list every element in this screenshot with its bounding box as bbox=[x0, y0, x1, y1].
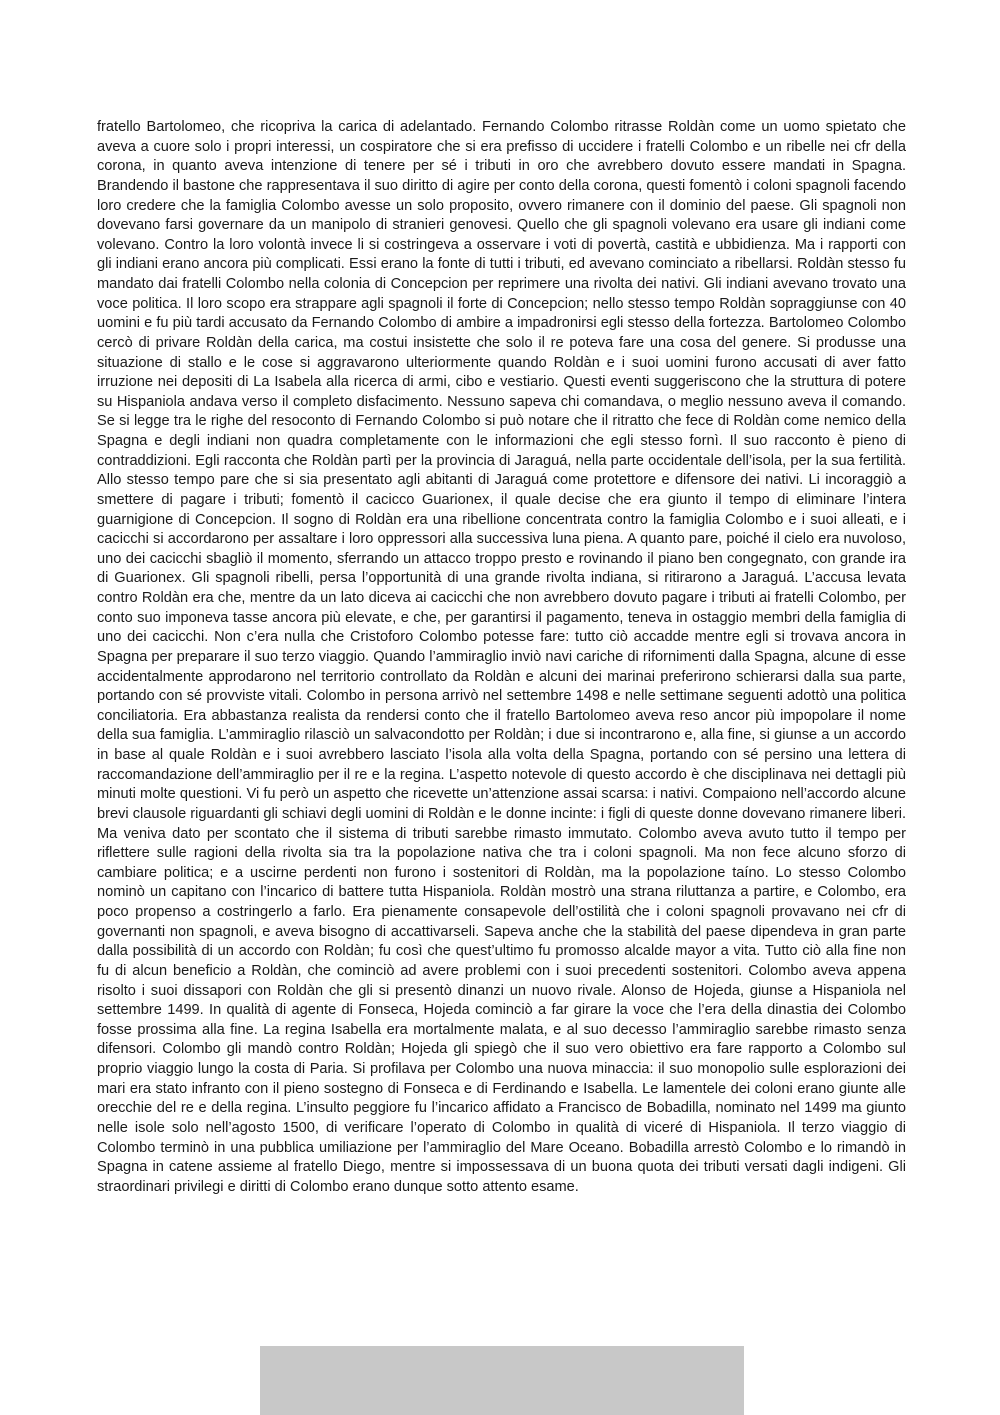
body-paragraph: fratello Bartolomeo, che ricopriva la carica di adelantado. Fernando Colombo ritrasse Roldàn come un uomo spietato che aveva a cuore solo i propri interessi, un cospiratore che si era prefisso di uccidere i fratelli Colombo e un ribelle nei cfr della corona, in quanto aveva intenzione di tenere per sé i tributi in oro che avrebbero dovuto essere mandati in Spagna. Brandendo il bastone che rappresentava il suo diritto di agire per conto della corona, questi fomentò i coloni spagnoli facendo loro credere che la famiglia Colombo avesse un solo proposito, ovvero rimanere con il dominio del paese. Gli spagnoli non dovevano farsi governare da un manipolo di stranieri genovesi. Quello che gli spagnoli volevano era usare gli indiani come volevano. Contro la loro volontà invece li si costringeva a osservare i voti di povertà, castità e ubbidienza. Ma i rapporti con gli indiani erano ancora più complicati. Essi erano la fonte di tutti i tributi, ed avevano cominciato a ribellarsi. Roldàn stesso fu mandato dai fratelli Colombo nella colonia di Concepcion per reprimere una rivolta dei nativi. Gli indiani avevano trovato una voce politica. Il loro scopo era strappare agli spagnoli il forte di Concepcion; nello stesso tempo Roldàn sopraggiunse con 40 uomini e fu più tardi accusato da Fernando Colombo di ambire a impadronirsi egli stesso della fortezza. Bartolomeo Colombo cercò di privare Roldàn della carica, ma costui insistette che solo il re poteva fare una cosa del genere. Si produsse una situazione di stallo e le cose si aggravarono ulteriormente quando Roldàn e i suoi uomini furono accusati di aver fatto irruzione nei depositi di La Isabela alla ricerca di armi, cibo e vestiario. Questi eventi suggeriscono che la struttura di potere su Hispaniola andava verso il completo disfacimento. Nessuno sapeva chi comandava, o meglio nessuno aveva il comando. Se si legge tra le righe del resoconto di Fernando Colombo si può notare che il ritratto che fece di Roldàn come nemico della Spagna e degli indiani non quadra completamente con le informazioni che egli stesso fornì. Il suo racconto è pieno di contraddizioni. Egli racconta che Roldàn partì per la provincia di Jaraguá, nella parte occidentale dell’isola, per la sua fertilità. Allo stesso tempo pare che si sia presentato agli abitanti di Jaraguá come protettore e difensore dei nativi. Li incoraggiò a smettere di pagare i tributi; fomentò il cacicco Guarionex, il quale decise che era giunto il tempo di eliminare l’intera guarnigione di Concepcion. Il sogno di Roldàn era una ribellione concentrata contro la famiglia Colombo e i suoi alleati, e i cacicchi si accordarono per assaltare i loro oppressori alla successiva luna piena. A quanto pare, poiché il cielo era nuvoloso, uno dei cacicchi sbagliò il momento, sferrando un attacco troppo presto e rovinando il piano ben congegnato, con grande ira di Guarionex. Gli spagnoli ribelli, persa l’opportunità di una grande rivolta indiana, si ritirarono a Jaraguá. L’accusa levata contro Roldàn era che, mentre da un lato diceva ai cacicchi che non avrebbero dovuto pagare i tributi ai fratelli Colombo, per conto suo imponeva tasse ancora più elevate, e che, per garantirsi il pagamento, teneva in ostaggio membri della famiglia di uno dei cacicchi. Non c’era nulla che Cristoforo Colombo potesse fare: tutto ciò accadde mentre egli si trovava ancora in Spagna per preparare il suo terzo viaggio. Quando l’ammiraglio inviò navi cariche di rifornimenti dalla Spagna, alcune di esse accidentalmente approdarono nel territorio controllato da Roldàn e alcuni dei marinai preferirono schierarsi dalla sua parte, portando con sé provviste vitali. Colombo in persona arrivò nel settembre 1498 e nelle settimane seguenti adottò una politica conciliatoria. Era abbastanza realista da rendersi conto che il fratello Bartolomeo aveva reso ancor più impopolare il nome della sua famiglia. L’ammiraglio rilasciò un salvacondotto per Roldàn; i due si incontrarono e, alla fine, si giunse a un accordo in base al quale Roldàn e i suoi avrebbero lasciato l’isola alla volta della Spagna, portando con sé persino una lettera di raccomandazione dell’ammiraglio per il re e la regina. L’aspetto notevole di questo accordo è che disciplinava nei dettagli più minuti molte questioni. Vi fu però un aspetto che ricevette un’attenzione assai scarsa: i nativi. Compaiono nell’accordo alcune brevi clausole riguardanti gli schiavi degli uomini di Roldàn e le donne incinte: i figli di queste donne dovevano rimanere liberi. Ma veniva dato per scontato che il sistema di tributi sarebbe rimasto immutato. Colombo aveva avuto tutto il tempo per riflettere sulle ragioni della rivolta sia tra la popolazione nativa che tra i coloni spagnoli. Ma non fece alcuno sforzo di cambiare politica; e a uscirne perdenti non furono i sostenitori di Roldàn, ma la popolazione taíno. Lo stesso Colombo nominò un capitano con l’incarico di battere tutta Hispaniola. Roldàn mostrò una strana riluttanza a partire, e Colombo, era poco propenso a costringerlo a farlo. Era pienamente consapevole dell’ostilità che i coloni spagnoli provavano nei cfr di governanti non spagnoli, e aveva bisogno di accattivarseli. Sapeva anche che la stabilità del paese dipendeva in gran parte dalla possibilità di un accordo con Roldàn; fu così che quest’ultimo fu promosso alcalde mayor a vita. Tutto ciò alla fine non fu di alcun beneficio a Roldàn, che cominciò ad avere problemi con i suoi precedenti sostenitori. Colombo aveva appena risolto i suoi dissapori con Roldàn che gli si presentò dinanzi un nuovo rivale. Alonso de Hojeda, giunse a Hispaniola nel settembre 1499. In qualità di agente di Fonseca, Hojeda cominciò a far girare la voce che l’era della dinastia dei Colombo fosse prossima alla fine. La regina Isabella era mortalmente malata, e al suo decesso l’ammiraglio sarebbe rimasto senza difensori. Colombo gli mandò contro Roldàn; Hojeda gli spiegò che il suo vero obiettivo era fare rapporto a Colombo sul proprio viaggio lungo la costa di Paria. Si profilava per Colombo una nuova minaccia: il suo monopolio sulle esplorazioni dei mari era stato infranto con il pieno sostegno di Fonseca e di Ferdinando e Isabella. Le lamentele dei coloni erano giunte alle orecchie del re e della regina. L’insulto peggiore fu l’incarico affidato a Francisco de Bobadilla, nominato nel 1499 ma giunto nelle isole solo nell’agosto 1500, di verificare l’operato di Colombo in qualità di viceré di Hispaniola. Il terzo viaggio di Colombo terminò in una pubblica umiliazione per l’ammiraglio del Mare Oceano. Bobadilla arrestò Colombo e lo rimandò in Spagna in catene assieme al fratello Diego, mentre si impossessava di un buona quota dei tributi versati dagli indigeni. Gli straordinari privilegi e diritti di Colombo erano dunque sotto attento esame. bbox=[97, 119, 906, 1195]
footer-gray-bar bbox=[260, 1346, 744, 1415]
